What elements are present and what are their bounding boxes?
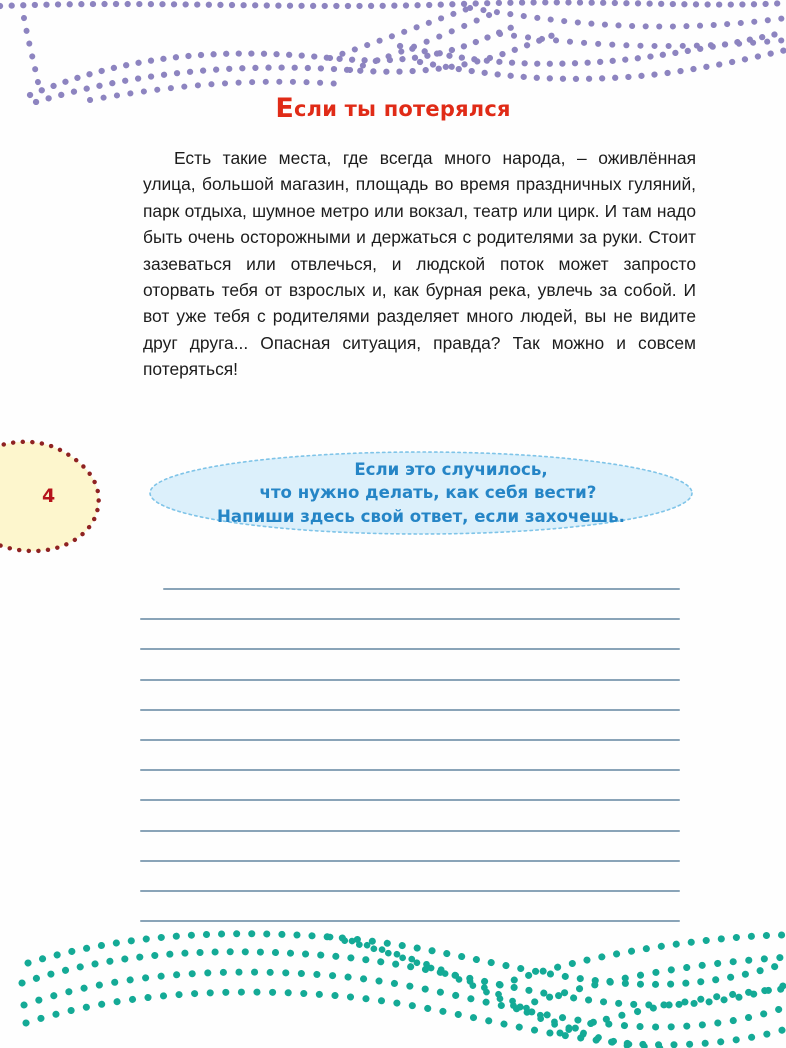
answer-line: [140, 648, 680, 650]
answer-line: [140, 860, 680, 862]
callout-line-3: Напиши здесь свой ответ, если захочешь.: [217, 506, 625, 526]
page-title-drop-cap: Е: [275, 93, 294, 124]
answer-line: [140, 799, 680, 801]
answer-line: [140, 890, 680, 892]
callout-line-2: что нужно делать, как себя вести?: [259, 483, 597, 503]
answer-line: [140, 830, 680, 832]
answer-line: [140, 739, 680, 741]
answer-line: [140, 709, 680, 711]
page-number-value: 4: [42, 485, 56, 507]
callout-line-1: Если это случилось,: [354, 459, 548, 479]
page-title-rest: сли ты потерялся: [293, 97, 511, 121]
body-paragraph-text: Есть такие места, где всегда много народа, – оживлённая улица, большой магазин, площадь во время праздничных гуляний, парк отдыха, шумное метро или вокзал, театр или цирк. И там надо быть очень осторожными и держаться с родителями за руки. Стоит зазеваться или отвлечься, и людской поток может запросто оторвать тебя от взрослых и, как бурная река, увлечь за собой. И вот уже тебя с родителями разделяет много людей, вы не видите друг друга... Опасная ситуация, правда? Так можно и совсем потеряться!: [143, 148, 696, 380]
answer-line: [140, 618, 680, 620]
answer-line: [140, 920, 680, 922]
answer-line: [163, 588, 680, 590]
answer-line: [140, 679, 680, 681]
answer-line: [140, 769, 680, 771]
